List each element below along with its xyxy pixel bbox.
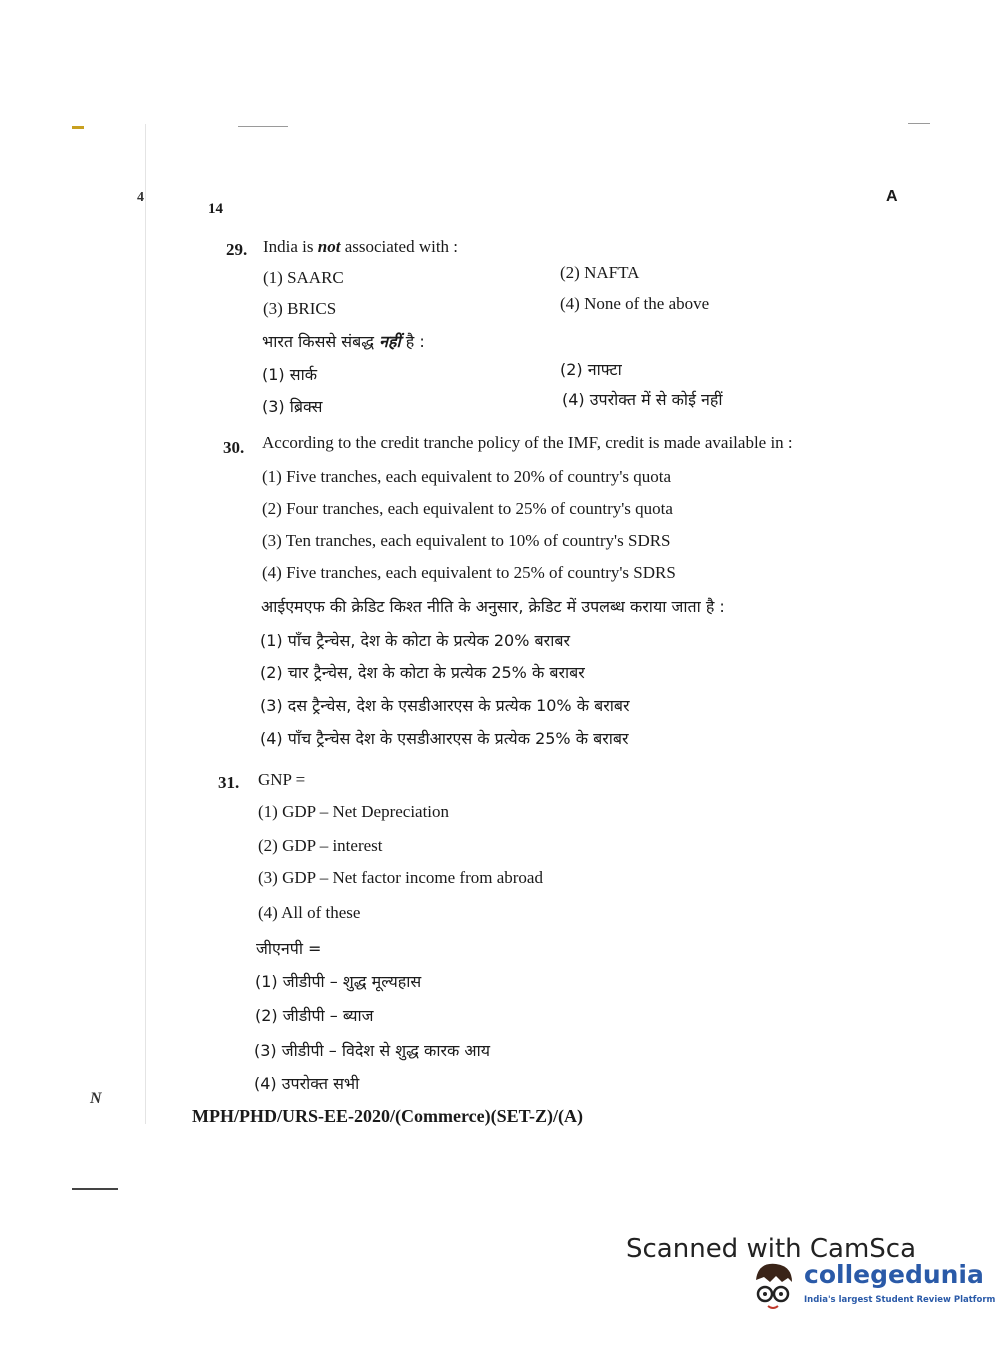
emphasis: not [317, 237, 341, 256]
option-1: (1) Five tranches, each equivalent to 20% of country's quota [262, 467, 672, 486]
option-2-hindi: (2) नाफ्टा [560, 360, 622, 379]
scan-edge-mark [72, 1188, 118, 1190]
question-text-hindi: जीएनपी = [256, 939, 322, 958]
option-3: (3) GDP – Net factor income from abroad [258, 868, 543, 887]
paper-code-footer: MPH/PHD/URS-EE-2020/(Commerce)(SET-Z)/(A) [192, 1106, 583, 1126]
option-3-hindi: (3) दस ट्रैन्चेस, देश के एसडीआरएस के प्रत्येक 10% के बराबर [260, 696, 630, 715]
option-1: (1) GDP – Net Depreciation [258, 802, 450, 821]
option-3-hindi: (3) ब्रिक्स [262, 397, 323, 416]
option-2-hindi: (2) जीडीपी – ब्याज [255, 1006, 374, 1025]
option-1-hindi: (1) सार्क [262, 365, 317, 384]
option-3: (3) BRICS [263, 299, 337, 318]
question-number: 31. [218, 773, 240, 792]
question-number: 29. [226, 240, 248, 259]
option-4-hindi: (4) उपरोक्त में से कोई नहीं [562, 390, 723, 409]
margin-mark: 4 [137, 190, 144, 205]
option-1: (1) SAARC [263, 268, 344, 287]
option-4: (4) None of the above [560, 294, 710, 313]
margin-mark: N [90, 1090, 102, 1107]
question-text: India is not associated with : [263, 237, 459, 256]
scanner-watermark: Scanned with CamSca [626, 1234, 917, 1264]
collegedunia-logo [748, 1258, 996, 1314]
question-text: GNP = [258, 770, 306, 789]
page-number: 14 [208, 201, 223, 217]
option-2: (2) NAFTA [560, 263, 640, 282]
option-2-hindi: (2) चार ट्रैन्चेस, देश के कोटा के प्रत्येक 25% के बराबर [260, 663, 585, 682]
page-fold-shadow [145, 124, 146, 1124]
student-mascot-icon [748, 1258, 800, 1314]
option-4: (4) Five tranches, each equivalent to 25% of country's SDRS [262, 563, 676, 582]
scan-edge-line [238, 126, 288, 127]
question-text-hindi: आईएमएफ की क्रेडिट किश्त नीति के अनुसार, क्रेडिट में उपलब्ध कराया जाता है : [261, 597, 725, 616]
scan-edge-line [908, 123, 930, 124]
emphasis-hindi: नहीं [379, 332, 401, 351]
option-4-hindi: (4) उपरोक्त सभी [254, 1074, 360, 1093]
scan-edge-mark [72, 126, 84, 129]
set-letter: A [886, 188, 898, 205]
question-text: According to the credit tranche policy of the IMF, credit is made available in : [262, 433, 793, 452]
brand-tagline: India's largest Student Review Platform [804, 1295, 996, 1305]
option-2: (2) Four tranches, each equivalent to 25% of country's quota [262, 499, 673, 518]
option-3: (3) Ten tranches, each equivalent to 10% of country's SDRS [262, 531, 671, 550]
brand-name: collegedunia [804, 1260, 984, 1289]
question-number: 30. [223, 438, 245, 457]
option-2: (2) GDP – interest [258, 836, 383, 855]
option-1-hindi: (1) जीडीपी – शुद्ध मूल्यहास [255, 972, 422, 991]
question-text-hindi: भारत किससे संबद्ध नहीं है : [262, 332, 425, 351]
option-1-hindi: (1) पाँच ट्रैन्चेस, देश के कोटा के प्रत्येक 20% बराबर [260, 631, 571, 650]
option-3-hindi: (3) जीडीपी – विदेश से शुद्ध कारक आय [254, 1041, 491, 1060]
option-4: (4) All of these [258, 903, 361, 922]
option-4-hindi: (4) पाँच ट्रैन्चेस देश के एसडीआरएस के प्रत्येक 25% के बराबर [260, 729, 629, 748]
